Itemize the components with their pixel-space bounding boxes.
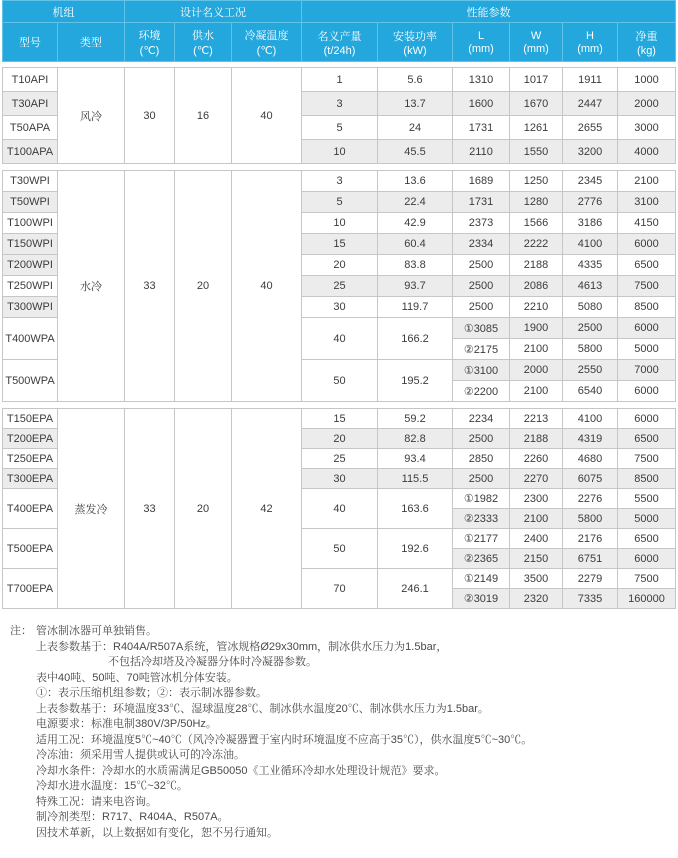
cell-dim-h: 5800	[563, 509, 618, 529]
cell-dim-h: 6751	[563, 549, 618, 569]
cell-dim-weight: 2000	[618, 92, 676, 116]
cell-dim-w: 2300	[510, 489, 563, 509]
cell-power: 82.8	[378, 429, 453, 449]
note-text: 管冰制冰器可单独销售。	[36, 625, 157, 637]
cell-dim-weight: 8500	[618, 297, 676, 318]
cell-dim-weight: 6500	[618, 255, 676, 276]
cell-power: 60.4	[378, 234, 453, 255]
cell-model: T500EPA	[3, 529, 58, 569]
cell-dim-l: 2234	[453, 409, 510, 429]
cell-model: T30WPI	[3, 171, 58, 192]
cell-dim-l: 2110	[453, 140, 510, 164]
cell-ambient-temp: 30	[125, 68, 175, 164]
header-group-unit-label: 机组	[52, 6, 75, 19]
header-group-unit	[3, 1, 125, 23]
cell-dim-weight: 7500	[618, 449, 676, 469]
cell-dim-l: ②2200	[453, 381, 510, 402]
cell-model: T100APA	[3, 140, 58, 164]
cell-dim-weight: 6000	[618, 409, 676, 429]
cell-condensing-temp: 42	[232, 409, 302, 609]
cell-model: T700EPA	[3, 569, 58, 609]
header-group-performance-label: 性能参数	[466, 6, 511, 19]
cell-condensing-temp: 40	[232, 68, 302, 164]
notes-section	[2, 624, 678, 841]
cell-capacity: 15	[302, 234, 378, 255]
cell-dim-l: 1600	[453, 92, 510, 116]
cell-model: T250EPA	[3, 449, 58, 469]
cell-dim-weight: 160000	[618, 589, 676, 609]
cell-model: T200WPI	[3, 255, 58, 276]
header-col-label: L	[477, 29, 485, 42]
cell-dim-l: 2500	[453, 276, 510, 297]
cell-dim-w: 2210	[510, 297, 563, 318]
cell-capacity: 40	[302, 489, 378, 529]
cell-capacity: 30	[302, 469, 378, 489]
cell-model: T500WPA	[3, 360, 58, 402]
cell-dim-l: 2334	[453, 234, 510, 255]
cell-supply-water-temp: 20	[175, 409, 232, 609]
cell-dim-l: 2500	[453, 469, 510, 489]
cell-capacity: 20	[302, 255, 378, 276]
cell-capacity: 10	[302, 140, 378, 164]
cell-model: T300WPI	[3, 297, 58, 318]
spec-block-1	[2, 170, 676, 402]
header-col-unit: (t/24h)	[323, 44, 356, 57]
cell-dim-h: 6075	[563, 469, 618, 489]
header-col-label: 冷凝温度	[244, 30, 289, 42]
cell-dim-l: ②2365	[453, 549, 510, 569]
header-col-unit: (mm)	[523, 42, 549, 55]
note-text: 电源要求：标准电制380V/3P/50Hz。	[36, 718, 217, 730]
cell-model: T100WPI	[3, 213, 58, 234]
cell-power: 5.6	[378, 68, 453, 92]
cell-dim-weight: 7000	[618, 360, 676, 381]
cell-dim-h: 2345	[563, 171, 618, 192]
cell-dim-l: ②2333	[453, 509, 510, 529]
cell-power: 246.1	[378, 569, 453, 609]
cell-dim-w: 2222	[510, 234, 563, 255]
note-text: 表中40吨、50吨、70吨管冰机分体安装。	[36, 671, 238, 684]
cell-capacity: 25	[302, 276, 378, 297]
cell-power: 163.6	[378, 489, 453, 529]
cell-model: T10API	[3, 68, 58, 92]
table-row	[3, 68, 676, 92]
cell-dim-weight: 8500	[618, 469, 676, 489]
cell-dim-l: ①2177	[453, 529, 510, 549]
cell-dim-w: 2086	[510, 276, 563, 297]
header-col-unit: (℃)	[256, 45, 277, 57]
cell-power: 115.5	[378, 469, 453, 489]
cell-dim-h: 2500	[563, 318, 618, 339]
note-line	[10, 640, 678, 656]
table-row	[3, 171, 676, 192]
header-col-2	[125, 23, 175, 62]
cell-dim-h: 2447	[563, 92, 618, 116]
cell-dim-l: 1731	[453, 116, 510, 140]
cell-dim-w: 1566	[510, 213, 563, 234]
cell-dim-weight: 3100	[618, 192, 676, 213]
header-col-9	[563, 23, 618, 62]
header-column-row	[3, 23, 676, 62]
cell-dim-l: 1689	[453, 171, 510, 192]
cell-power: 192.6	[378, 529, 453, 569]
cell-dim-w: 1280	[510, 192, 563, 213]
cell-power: 93.4	[378, 449, 453, 469]
header-col-1	[58, 23, 125, 62]
header-col-label: 型号	[19, 37, 41, 49]
cell-ambient-temp: 33	[125, 171, 175, 402]
cell-cooling-type: 水冷	[58, 171, 125, 402]
header-col-unit: (mm)	[577, 42, 603, 55]
cell-dim-weight: 6000	[618, 318, 676, 339]
cell-dim-w: 3500	[510, 569, 563, 589]
cell-capacity: 15	[302, 409, 378, 429]
cell-condensing-temp: 40	[232, 171, 302, 402]
cell-dim-weight: 6000	[618, 381, 676, 402]
cell-model: T50APA	[3, 116, 58, 140]
header-group-design-conditions	[125, 1, 302, 23]
cell-dim-l: 2373	[453, 213, 510, 234]
header-col-unit: (mm)	[468, 42, 494, 55]
cell-dim-h: 2176	[563, 529, 618, 549]
cell-model: T400EPA	[3, 489, 58, 529]
cell-supply-water-temp: 20	[175, 171, 232, 402]
cell-power: 83.8	[378, 255, 453, 276]
cell-dim-weight: 4000	[618, 140, 676, 164]
note-text: 冷却水条件：冷却水的水质需满足GB50050《工业循环冷却水处理设计规范》要求。	[36, 764, 446, 777]
note-text: 冷却水进水温度：15℃~32℃。	[36, 780, 188, 792]
cell-dim-l: ①1982	[453, 489, 510, 509]
note-line	[10, 733, 678, 749]
spec-block-0	[2, 67, 676, 164]
cell-dim-l: 1310	[453, 68, 510, 92]
cell-dim-weight: 6000	[618, 234, 676, 255]
note-line	[10, 671, 678, 687]
cell-dim-h: 1911	[563, 68, 618, 92]
cell-dim-h: 5800	[563, 339, 618, 360]
cell-power: 13.6	[378, 171, 453, 192]
cell-dim-l: 2850	[453, 449, 510, 469]
header-col-label: 环境	[138, 30, 161, 42]
cell-capacity: 10	[302, 213, 378, 234]
spec-header-table	[2, 0, 676, 62]
note-text: 上表参数基于：环境温度33℃、湿球温度28℃、制冰供水温度20℃、制冰供水压力为1.5bar。	[36, 702, 489, 715]
cell-dim-l: ①3085	[453, 318, 510, 339]
note-text: 冷冻油：须采用雪人提供或认可的冷冻油。	[36, 749, 245, 761]
header-group-performance	[302, 1, 676, 23]
note-text: ①：表示压缩机组参数；②：表示制冰器参数。	[36, 687, 267, 699]
note-text: 上表参数基于：R404A/R507A系统，管冰规格Ø29x30mm，制冰供水压力为1.5bar，	[36, 640, 448, 653]
cell-dim-w: 1670	[510, 92, 563, 116]
header-col-label: 名义产量	[317, 30, 362, 43]
note-line	[10, 717, 678, 733]
cell-capacity: 5	[302, 192, 378, 213]
cell-dim-weight: 7500	[618, 569, 676, 589]
cell-dim-weight: 3000	[618, 116, 676, 140]
cell-capacity: 70	[302, 569, 378, 609]
note-line	[10, 826, 678, 842]
cell-capacity: 20	[302, 429, 378, 449]
note-label: 注：	[10, 625, 32, 637]
cell-dim-weight: 5500	[618, 489, 676, 509]
cell-dim-weight: 4150	[618, 213, 676, 234]
cell-capacity: 5	[302, 116, 378, 140]
cell-dim-weight: 5000	[618, 339, 676, 360]
cell-model: T250WPI	[3, 276, 58, 297]
cell-dim-w: 2260	[510, 449, 563, 469]
cell-dim-h: 3186	[563, 213, 618, 234]
header-col-label: W	[530, 29, 542, 42]
cell-dim-h: 2776	[563, 192, 618, 213]
cell-dim-l: ②2175	[453, 339, 510, 360]
cell-dim-weight: 7500	[618, 276, 676, 297]
cell-model: T300EPA	[3, 469, 58, 489]
cell-dim-h: 4680	[563, 449, 618, 469]
spec-block-2	[2, 408, 676, 609]
cell-capacity: 3	[302, 92, 378, 116]
cell-dim-l: ②3019	[453, 589, 510, 609]
cell-dim-weight: 5000	[618, 509, 676, 529]
cell-dim-h: 4613	[563, 276, 618, 297]
header-col-label: 净重	[635, 30, 658, 43]
cell-dim-l: 2500	[453, 255, 510, 276]
cell-power: 59.2	[378, 409, 453, 429]
cell-dim-h: 4100	[563, 234, 618, 255]
note-line	[10, 702, 678, 718]
header-col-label: 安装功率	[393, 30, 438, 43]
header-col-unit: (kg)	[637, 44, 656, 57]
cell-capacity: 1	[302, 68, 378, 92]
cell-dim-weight: 2100	[618, 171, 676, 192]
cell-dim-h: 4335	[563, 255, 618, 276]
note-line	[10, 795, 678, 811]
header-col-4	[232, 23, 302, 62]
cell-dim-w: 1900	[510, 318, 563, 339]
cell-dim-weight: 1000	[618, 68, 676, 92]
cell-dim-h: 2550	[563, 360, 618, 381]
cell-dim-w: 2400	[510, 529, 563, 549]
cell-dim-w: 1250	[510, 171, 563, 192]
cell-dim-h: 2279	[563, 569, 618, 589]
cell-dim-h: 5080	[563, 297, 618, 318]
cell-dim-w: 2150	[510, 549, 563, 569]
cell-dim-weight: 6000	[618, 549, 676, 569]
header-col-label: 类型	[80, 37, 102, 49]
header-col-5	[302, 23, 378, 62]
cell-dim-h: 4319	[563, 429, 618, 449]
cell-model: T400WPA	[3, 318, 58, 360]
note-line	[10, 764, 678, 780]
note-text: 制冷剂类型：R717、R404A、R507A。	[36, 811, 229, 823]
cell-cooling-type: 蒸发冷	[58, 409, 125, 609]
cell-dim-h: 2655	[563, 116, 618, 140]
cell-dim-w: 2188	[510, 255, 563, 276]
header-col-label: H	[586, 29, 594, 42]
header-group-design-label: 设计名义工况	[180, 6, 246, 19]
header-col-10	[618, 23, 676, 62]
header-col-unit: (℃)	[139, 45, 160, 57]
header-col-label: 供水	[192, 30, 214, 42]
header-col-7	[453, 23, 510, 62]
cell-dim-l: ①2149	[453, 569, 510, 589]
cell-dim-l: 2500	[453, 429, 510, 449]
cell-cooling-type: 风冷	[58, 68, 125, 164]
cell-power: 42.9	[378, 213, 453, 234]
cell-model: T200EPA	[3, 429, 58, 449]
cell-dim-l: 2500	[453, 297, 510, 318]
header-col-6	[378, 23, 453, 62]
note-line	[10, 810, 678, 826]
cell-power: 24	[378, 116, 453, 140]
cell-capacity: 40	[302, 318, 378, 360]
cell-power: 45.5	[378, 140, 453, 164]
cell-model: T150EPA	[3, 409, 58, 429]
cell-dim-weight: 6500	[618, 529, 676, 549]
cell-dim-w: 2270	[510, 469, 563, 489]
header-col-unit: (kW)	[403, 44, 427, 57]
cell-dim-w: 2100	[510, 509, 563, 529]
note-text: 特殊工况：请来电咨询。	[36, 795, 157, 808]
cell-dim-w: 2000	[510, 360, 563, 381]
cell-capacity: 50	[302, 529, 378, 569]
note-line	[10, 748, 678, 764]
cell-dim-w: 2188	[510, 429, 563, 449]
cell-model: T50WPI	[3, 192, 58, 213]
cell-dim-weight: 6500	[618, 429, 676, 449]
cell-model: T30API	[3, 92, 58, 116]
cell-dim-w: 1550	[510, 140, 563, 164]
header-col-3	[175, 23, 232, 62]
cell-capacity: 25	[302, 449, 378, 469]
table-row	[3, 409, 676, 429]
cell-dim-w: 2100	[510, 381, 563, 402]
cell-dim-w: 1017	[510, 68, 563, 92]
cell-power: 22.4	[378, 192, 453, 213]
cell-dim-h: 3200	[563, 140, 618, 164]
cell-power: 119.7	[378, 297, 453, 318]
cell-dim-h: 4100	[563, 409, 618, 429]
header-col-0	[3, 23, 58, 62]
note-line	[10, 624, 678, 640]
cell-dim-l: 1731	[453, 192, 510, 213]
note-text: 适用工况：环境温度5℃~40℃（风冷冷凝器置于室内时环境温度不应高于35℃），供水温度5℃~30℃。	[36, 733, 533, 746]
cell-ambient-temp: 33	[125, 409, 175, 609]
cell-power: 93.7	[378, 276, 453, 297]
note-line	[10, 655, 678, 671]
note-text: 不包括冷却塔及冷凝器分体时冷凝器参数。	[108, 656, 317, 668]
cell-dim-w: 2213	[510, 409, 563, 429]
cell-dim-h: 7335	[563, 589, 618, 609]
cell-capacity: 3	[302, 171, 378, 192]
cell-dim-l: ①3100	[453, 360, 510, 381]
note-line	[10, 686, 678, 702]
cell-dim-w: 2320	[510, 589, 563, 609]
cell-dim-w: 1261	[510, 116, 563, 140]
note-line	[10, 779, 678, 795]
header-col-8	[510, 23, 563, 62]
cell-dim-h: 6540	[563, 381, 618, 402]
cell-dim-w: 2100	[510, 339, 563, 360]
cell-power: 13.7	[378, 92, 453, 116]
cell-capacity: 30	[302, 297, 378, 318]
cell-power: 195.2	[378, 360, 453, 402]
header-group-row	[3, 1, 676, 23]
cell-supply-water-temp: 16	[175, 68, 232, 164]
note-text: 因技术革新，以上数据如有变化，恕不另行通知。	[36, 826, 278, 839]
cell-model: T150WPI	[3, 234, 58, 255]
cell-capacity: 50	[302, 360, 378, 402]
cell-power: 166.2	[378, 318, 453, 360]
header-col-unit: (℃)	[193, 45, 213, 57]
cell-dim-h: 2276	[563, 489, 618, 509]
